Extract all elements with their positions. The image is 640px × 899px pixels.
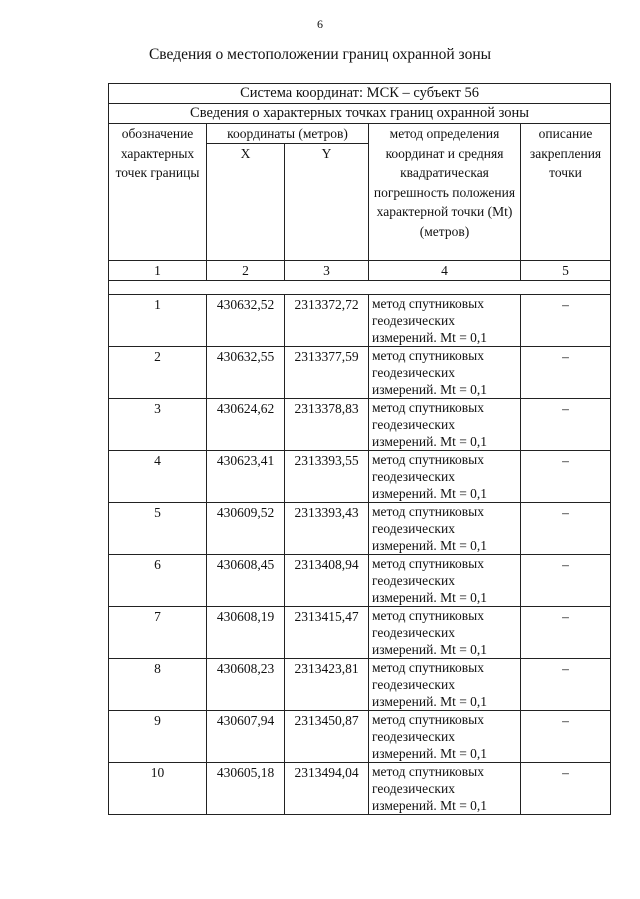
header-x: X	[207, 144, 285, 261]
cell-point: 4	[109, 451, 207, 503]
cell-method: метод спутниковых геодезических измерений. Mt = 0,1	[369, 503, 521, 555]
table-row	[109, 659, 611, 711]
cell-x: 430623,41	[207, 451, 285, 503]
table-row	[109, 503, 611, 555]
cell-y: 2313423,81	[285, 659, 369, 711]
cell-x: 430632,55	[207, 347, 285, 399]
cell-fixing: –	[521, 347, 611, 399]
cell-y: 2313494,04	[285, 763, 369, 815]
cell-fixing: –	[521, 295, 611, 347]
cell-point: 8	[109, 659, 207, 711]
cell-point: 3	[109, 399, 207, 451]
cell-y: 2313377,59	[285, 347, 369, 399]
cell-x: 430624,62	[207, 399, 285, 451]
header-coordinates: координаты (метров)	[207, 124, 369, 144]
cell-point: 10	[109, 763, 207, 815]
cell-x: 430632,52	[207, 295, 285, 347]
column-number-cell: 5	[521, 261, 611, 281]
cell-method: метод спутниковых геодезических измерений. Mt = 0,1	[369, 711, 521, 763]
cell-y: 2313393,55	[285, 451, 369, 503]
column-number-cell: 2	[207, 261, 285, 281]
column-number-row	[109, 261, 611, 281]
table-row	[109, 295, 611, 347]
header-y: Y	[285, 144, 369, 261]
cell-x: 430608,19	[207, 607, 285, 659]
cell-y: 2313393,43	[285, 503, 369, 555]
cell-fixing: –	[521, 711, 611, 763]
table-row	[109, 451, 611, 503]
section-title-header: Сведения о характерных точках границ охранной зоны	[109, 104, 611, 124]
cell-point: 6	[109, 555, 207, 607]
cell-x: 430608,45	[207, 555, 285, 607]
header-method: метод определения координат и средняя квадратическая погрешность положения характерной точки (Mt) (метров)	[369, 124, 521, 261]
cell-point: 9	[109, 711, 207, 763]
table-row	[109, 711, 611, 763]
cell-point: 1	[109, 295, 207, 347]
cell-fixing: –	[521, 451, 611, 503]
page-number: 6	[317, 17, 323, 31]
cell-method: метод спутниковых геодезических измерений. Mt = 0,1	[369, 451, 521, 503]
cell-x: 430609,52	[207, 503, 285, 555]
table-row	[109, 607, 611, 659]
coord-system-header: Система координат: МСК – субъект 56	[109, 84, 611, 104]
cell-fixing: –	[521, 659, 611, 711]
cell-fixing: –	[521, 607, 611, 659]
table-row	[109, 399, 611, 451]
cell-method: метод спутниковых геодезических измерений. Mt = 0,1	[369, 399, 521, 451]
table-row	[109, 555, 611, 607]
header-point-designation: обозначение характерных точек границы	[109, 124, 207, 261]
table-row	[109, 763, 611, 815]
cell-y: 2313415,47	[285, 607, 369, 659]
cell-y: 2313378,83	[285, 399, 369, 451]
cell-y: 2313450,87	[285, 711, 369, 763]
header-fixing-description: описание закрепления точки	[521, 124, 611, 261]
cell-method: метод спутниковых геодезических измерений. Mt = 0,1	[369, 295, 521, 347]
boundary-points-table	[108, 83, 611, 815]
table-row	[109, 347, 611, 399]
cell-y: 2313372,72	[285, 295, 369, 347]
cell-method: метод спутниковых геодезических измерений. Mt = 0,1	[369, 347, 521, 399]
cell-fixing: –	[521, 763, 611, 815]
cell-y: 2313408,94	[285, 555, 369, 607]
cell-x: 430605,18	[207, 763, 285, 815]
document-title: Сведения о местоположении границ охранной зоны	[148, 46, 492, 63]
column-number-cell: 3	[285, 261, 369, 281]
cell-method: метод спутниковых геодезических измерений. Mt = 0,1	[369, 607, 521, 659]
cell-point: 7	[109, 607, 207, 659]
cell-method: метод спутниковых геодезических измерений. Mt = 0,1	[369, 659, 521, 711]
cell-method: метод спутниковых геодезических измерений. Mt = 0,1	[369, 555, 521, 607]
cell-method: метод спутниковых геодезических измерений. Mt = 0,1	[369, 763, 521, 815]
column-number-cell: 4	[369, 261, 521, 281]
cell-fixing: –	[521, 555, 611, 607]
cell-fixing: –	[521, 503, 611, 555]
column-number-cell: 1	[109, 261, 207, 281]
cell-point: 2	[109, 347, 207, 399]
cell-x: 430607,94	[207, 711, 285, 763]
cell-point: 5	[109, 503, 207, 555]
spacer-row	[109, 281, 611, 295]
cell-fixing: –	[521, 399, 611, 451]
cell-x: 430608,23	[207, 659, 285, 711]
